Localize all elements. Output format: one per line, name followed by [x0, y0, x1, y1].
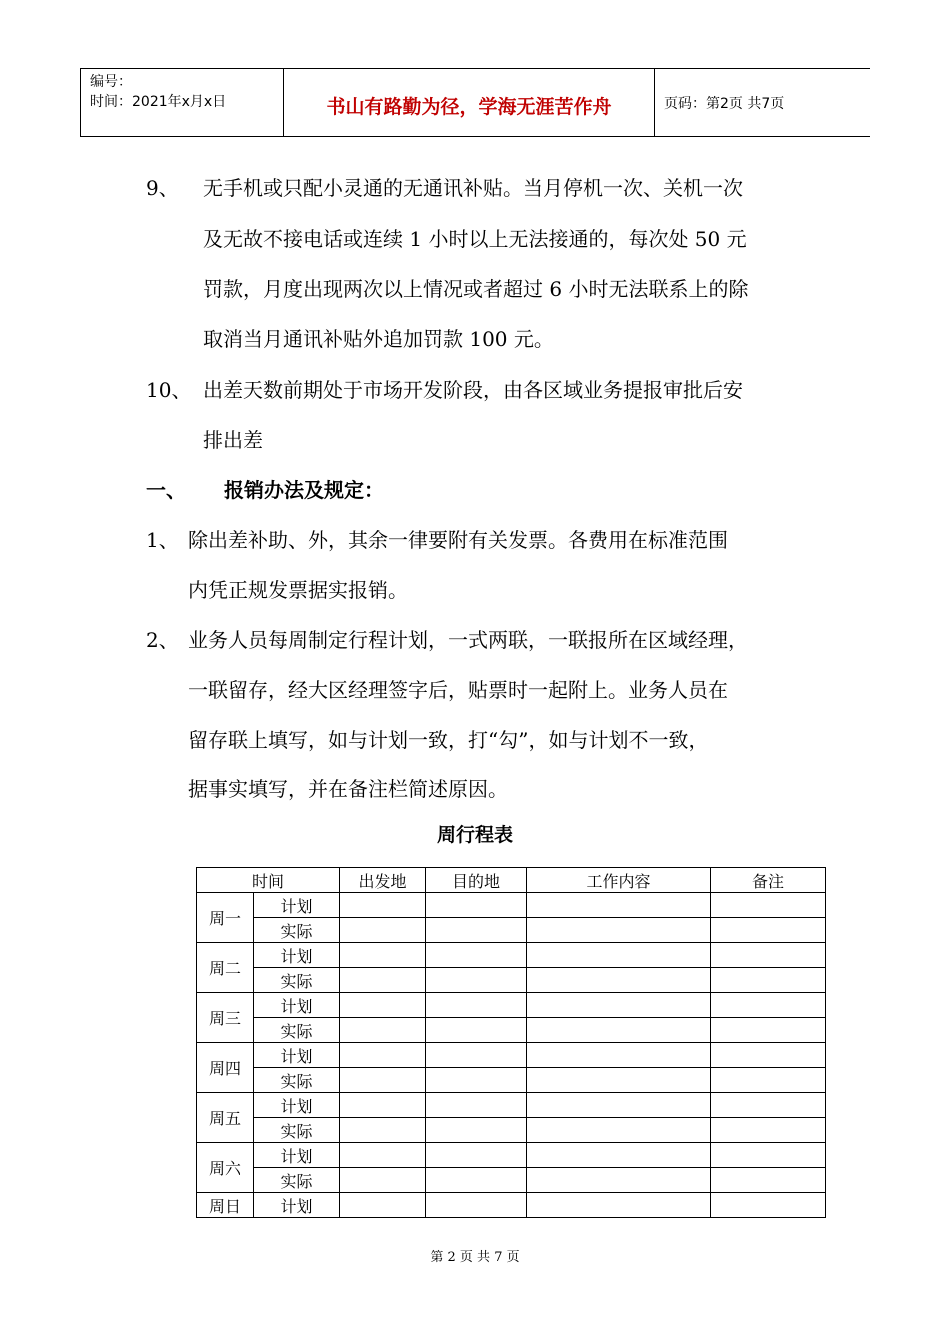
header-remarks: 备注 — [711, 868, 826, 893]
rule-2-line: 业务人员每周制定行程计划，一式两联，一联报所在区域经理， — [188, 628, 748, 652]
empty-cell[interactable] — [527, 1043, 711, 1068]
empty-cell[interactable] — [711, 1043, 826, 1068]
table-header-row — [197, 868, 826, 893]
table-row — [197, 968, 826, 993]
empty-cell[interactable] — [340, 1143, 426, 1168]
rule-2-line: 一联留存，经大区经理签字后，贴票时一起附上。业务人员在 — [188, 678, 728, 702]
actual-cell: 实际 — [254, 1168, 340, 1193]
empty-cell[interactable] — [426, 1068, 527, 1093]
rule-1-line: 除出差补助、外，其余一律要附有关发票。各费用在标准范围 — [188, 528, 728, 552]
table-row — [197, 1193, 826, 1218]
item-9-line: 及无故不接电话或连续 1 小时以上无法接通的，每次处 50 元 — [203, 227, 747, 251]
empty-cell[interactable] — [426, 1193, 527, 1218]
table-row — [197, 943, 826, 968]
empty-cell[interactable] — [426, 1168, 527, 1193]
empty-cell[interactable] — [340, 1093, 426, 1118]
empty-cell[interactable] — [426, 943, 527, 968]
table-row — [197, 893, 826, 918]
empty-cell[interactable] — [711, 1093, 826, 1118]
empty-cell[interactable] — [711, 918, 826, 943]
header-divider — [80, 68, 81, 136]
empty-cell[interactable] — [527, 1118, 711, 1143]
empty-cell[interactable] — [340, 1043, 426, 1068]
page-footer: 第 2 页 共 7 页 — [430, 1250, 520, 1265]
empty-cell[interactable] — [527, 893, 711, 918]
table-row — [197, 1093, 826, 1118]
table-row — [197, 1118, 826, 1143]
empty-cell[interactable] — [426, 1043, 527, 1068]
item-10-line: 出差天数前期处于市场开发阶段，由各区域业务提报审批后安 — [203, 378, 743, 402]
section-title: 报销办法及规定： — [224, 478, 384, 502]
header-bottom-rule — [80, 136, 870, 137]
empty-cell[interactable] — [527, 1193, 711, 1218]
empty-cell[interactable] — [426, 968, 527, 993]
day-cell: 周日 — [197, 1193, 254, 1218]
empty-cell[interactable] — [711, 968, 826, 993]
day-cell: 周六 — [197, 1143, 254, 1193]
empty-cell[interactable] — [711, 943, 826, 968]
table-row — [197, 1068, 826, 1093]
empty-cell[interactable] — [340, 943, 426, 968]
empty-cell[interactable] — [527, 1068, 711, 1093]
item-10-line: 排出差 — [203, 428, 263, 452]
empty-cell[interactable] — [527, 1143, 711, 1168]
empty-cell[interactable] — [527, 1093, 711, 1118]
empty-cell[interactable] — [711, 993, 826, 1018]
empty-cell[interactable] — [340, 918, 426, 943]
actual-cell: 实际 — [254, 968, 340, 993]
table-title: 周行程表 — [436, 824, 513, 846]
empty-cell[interactable] — [711, 893, 826, 918]
table-row — [197, 993, 826, 1018]
header-divider — [654, 68, 655, 136]
empty-cell[interactable] — [426, 1143, 527, 1168]
empty-cell[interactable] — [426, 918, 527, 943]
empty-cell[interactable] — [426, 1093, 527, 1118]
empty-cell[interactable] — [711, 1068, 826, 1093]
empty-cell[interactable] — [426, 993, 527, 1018]
empty-cell[interactable] — [527, 1168, 711, 1193]
day-cell: 周三 — [197, 993, 254, 1043]
item-9-number: 9、 — [146, 176, 179, 200]
header-time: 时间 — [197, 868, 340, 893]
header-departure: 出发地 — [340, 868, 426, 893]
empty-cell[interactable] — [340, 1068, 426, 1093]
empty-cell[interactable] — [340, 1118, 426, 1143]
table-row — [197, 1168, 826, 1193]
plan-cell: 计划 — [254, 893, 340, 918]
actual-cell: 实际 — [254, 1068, 340, 1093]
item-9-line: 罚款，月度出现两次以上情况或者超过 6 小时无法联系上的除 — [203, 277, 749, 301]
empty-cell[interactable] — [527, 968, 711, 993]
plan-cell: 计划 — [254, 1043, 340, 1068]
empty-cell[interactable] — [340, 993, 426, 1018]
plan-cell: 计划 — [254, 943, 340, 968]
table-row — [197, 1143, 826, 1168]
actual-cell: 实际 — [254, 918, 340, 943]
rule-2-line: 据事实填写，并在备注栏简述原因。 — [188, 777, 508, 801]
header-destination: 目的地 — [426, 868, 527, 893]
table-row — [197, 1018, 826, 1043]
empty-cell[interactable] — [426, 1118, 527, 1143]
weekly-schedule-table — [196, 867, 826, 1218]
header-top-rule — [80, 68, 870, 69]
empty-cell[interactable] — [711, 1193, 826, 1218]
empty-cell[interactable] — [527, 1018, 711, 1043]
table-row — [197, 1043, 826, 1068]
item-9-line: 无手机或只配小灵通的无通讯补贴。当月停机一次、关机一次 — [203, 176, 743, 200]
empty-cell[interactable] — [426, 893, 527, 918]
empty-cell[interactable] — [340, 1168, 426, 1193]
plan-cell: 计划 — [254, 1093, 340, 1118]
section-number: 一、 — [146, 478, 186, 502]
item-10-number: 10、 — [146, 378, 192, 402]
item-9-line: 取消当月通讯补贴外追加罚款 100 元。 — [203, 327, 554, 351]
rule-1-number: 1、 — [146, 528, 179, 552]
plan-cell: 计划 — [254, 1143, 340, 1168]
empty-cell[interactable] — [711, 1118, 826, 1143]
empty-cell[interactable] — [711, 1018, 826, 1043]
day-cell: 周一 — [197, 893, 254, 943]
plan-cell: 计划 — [254, 1193, 340, 1218]
actual-cell: 实际 — [254, 1118, 340, 1143]
rule-2-number: 2、 — [146, 628, 179, 652]
empty-cell[interactable] — [340, 968, 426, 993]
empty-cell[interactable] — [527, 918, 711, 943]
header-left — [90, 72, 226, 112]
empty-cell[interactable] — [340, 1018, 426, 1043]
actual-cell: 实际 — [254, 1018, 340, 1043]
table-row — [197, 918, 826, 943]
number-label: 编号： — [90, 74, 132, 90]
day-cell: 周二 — [197, 943, 254, 993]
header-page-info: 页码：第2页 共7页 — [664, 96, 785, 112]
rule-1-line: 内凭正规发票据实报销。 — [188, 578, 408, 602]
empty-cell[interactable] — [527, 943, 711, 968]
day-cell: 周五 — [197, 1093, 254, 1143]
empty-cell[interactable] — [527, 993, 711, 1018]
empty-cell[interactable] — [340, 893, 426, 918]
time-label: 时间：2021年x月x日 — [90, 94, 227, 110]
header-work-content: 工作内容 — [527, 868, 711, 893]
rule-2-line: 留存联上填写，如与计划一致，打“勾”，如与计划不一致， — [188, 728, 709, 752]
empty-cell[interactable] — [426, 1018, 527, 1043]
empty-cell[interactable] — [340, 1193, 426, 1218]
empty-cell[interactable] — [711, 1168, 826, 1193]
empty-cell[interactable] — [711, 1143, 826, 1168]
header-motto: 书山有路勤为径，学海无涯苦作舟 — [326, 96, 612, 118]
plan-cell: 计划 — [254, 993, 340, 1018]
day-cell: 周四 — [197, 1043, 254, 1093]
